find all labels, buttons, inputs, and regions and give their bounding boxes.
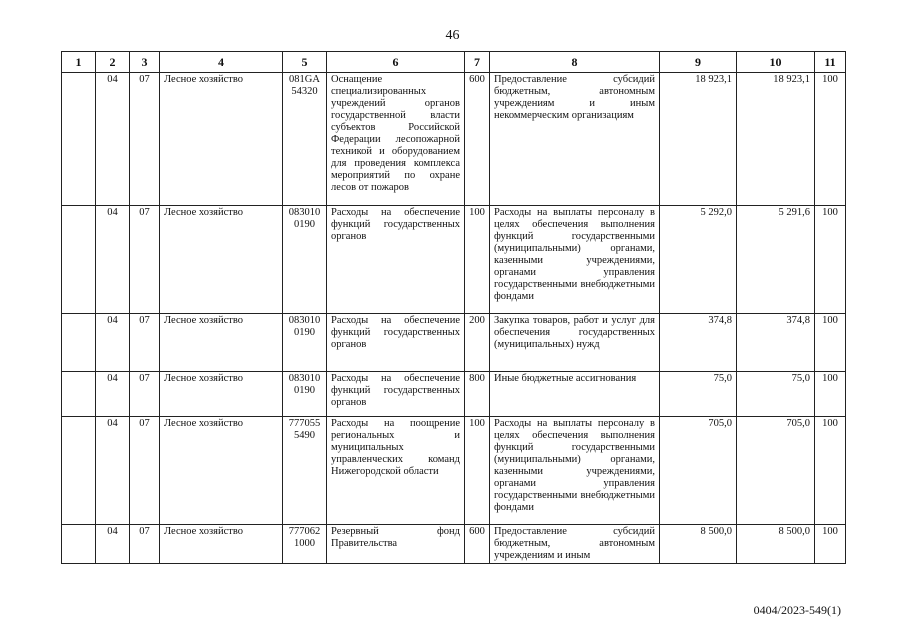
cell-section: 04 <box>96 417 130 525</box>
cell-target-code: 777055 5490 <box>283 417 327 525</box>
cell-name: Лесное хозяйство <box>160 206 283 314</box>
cell-subsection: 07 <box>130 314 160 372</box>
column-header-4: 4 <box>160 52 283 73</box>
cell-percent: 100 <box>815 73 846 206</box>
cell-planned: 374,8 <box>660 314 737 372</box>
cell-col1 <box>62 525 96 564</box>
cell-subsection: 07 <box>130 525 160 564</box>
cell-expense-code: 100 <box>465 417 490 525</box>
cell-target-code: 083010 0190 <box>283 314 327 372</box>
cell-col1 <box>62 73 96 206</box>
cell-col1 <box>62 372 96 417</box>
cell-expense-name: Предоставление субсидий бюджетным, автономным учреждениям и иным <box>490 525 660 564</box>
cell-expense-code: 800 <box>465 372 490 417</box>
cell-subsection: 07 <box>130 73 160 206</box>
cell-section: 04 <box>96 525 130 564</box>
cell-target-name: Расходы на поощрение региональных и муниципальных управленческих команд Нижегородской области <box>327 417 465 525</box>
column-header-9: 9 <box>660 52 737 73</box>
cell-section: 04 <box>96 73 130 206</box>
table-row <box>62 73 846 206</box>
cell-section: 04 <box>96 314 130 372</box>
page-number: 46 <box>445 28 460 43</box>
cell-percent: 100 <box>815 525 846 564</box>
cell-name: Лесное хозяйство <box>160 525 283 564</box>
column-header-7: 7 <box>465 52 490 73</box>
cell-expense-code: 600 <box>465 525 490 564</box>
cell-expense-name: Иные бюджетные ассигнования <box>490 372 660 417</box>
cell-planned: 75,0 <box>660 372 737 417</box>
cell-target-name: Резервный фонд Правительства <box>327 525 465 564</box>
cell-expense-name: Предоставление субсидий бюджетным, автономным учреждениям и иным некоммерческим организациям <box>490 73 660 206</box>
cell-executed: 374,8 <box>737 314 815 372</box>
cell-executed: 18 923,1 <box>737 73 815 206</box>
cell-target-code: 081GA 54320 <box>283 73 327 206</box>
cell-subsection: 07 <box>130 206 160 314</box>
column-header-8: 8 <box>490 52 660 73</box>
cell-expense-code: 600 <box>465 73 490 206</box>
cell-expense-name: Закупка товаров, работ и услуг для обеспечения государственных (муниципальных) нужд <box>490 314 660 372</box>
cell-section: 04 <box>96 206 130 314</box>
cell-target-code: 083010 0190 <box>283 206 327 314</box>
column-header-10: 10 <box>737 52 815 73</box>
document-code: 0404/2023-549(1) <box>753 603 841 617</box>
cell-target-name: Расходы на обеспечение функций государственных органов <box>327 206 465 314</box>
cell-planned: 705,0 <box>660 417 737 525</box>
cell-percent: 100 <box>815 372 846 417</box>
cell-subsection: 07 <box>130 372 160 417</box>
cell-subsection: 07 <box>130 417 160 525</box>
cell-percent: 100 <box>815 206 846 314</box>
table-row <box>62 206 846 314</box>
cell-col1 <box>62 417 96 525</box>
column-header-2: 2 <box>96 52 130 73</box>
cell-target-name: Расходы на обеспечение функций государственных органов <box>327 314 465 372</box>
cell-percent: 100 <box>815 417 846 525</box>
cell-executed: 705,0 <box>737 417 815 525</box>
cell-planned: 8 500,0 <box>660 525 737 564</box>
cell-planned: 18 923,1 <box>660 73 737 206</box>
cell-target-name: Оснащение специализированных учреждений органов государственной власти субъектов Российской Федерации лесопожарной техникой и оборудованием для проведения комплекса мероприятий по охране лесов от пожаров <box>327 73 465 206</box>
cell-executed: 75,0 <box>737 372 815 417</box>
column-header-6: 6 <box>327 52 465 73</box>
table-row <box>62 525 846 564</box>
table-row <box>62 417 846 525</box>
cell-section: 04 <box>96 372 130 417</box>
cell-target-code: 777062 1000 <box>283 525 327 564</box>
cell-percent: 100 <box>815 314 846 372</box>
cell-executed: 8 500,0 <box>737 525 815 564</box>
cell-target-name: Расходы на обеспечение функций государственных органов <box>327 372 465 417</box>
cell-name: Лесное хозяйство <box>160 417 283 525</box>
cell-expense-code: 200 <box>465 314 490 372</box>
cell-expense-name: Расходы на выплаты персоналу в целях обеспечения выполнения функций государственными (муниципальными) органами, казенными учреждениями, органами управления государственными внебюджетными фондами <box>490 206 660 314</box>
cell-col1 <box>62 206 96 314</box>
cell-name: Лесное хозяйство <box>160 314 283 372</box>
budget-table <box>61 51 846 564</box>
cell-col1 <box>62 314 96 372</box>
column-header-11: 11 <box>815 52 846 73</box>
table-row <box>62 314 846 372</box>
column-header-5: 5 <box>283 52 327 73</box>
cell-planned: 5 292,0 <box>660 206 737 314</box>
cell-executed: 5 291,6 <box>737 206 815 314</box>
cell-name: Лесное хозяйство <box>160 73 283 206</box>
table-row <box>62 372 846 417</box>
header-row <box>62 52 846 73</box>
column-header-3: 3 <box>130 52 160 73</box>
cell-expense-code: 100 <box>465 206 490 314</box>
column-header-1: 1 <box>62 52 96 73</box>
cell-target-code: 083010 0190 <box>283 372 327 417</box>
cell-expense-name: Расходы на выплаты персоналу в целях обеспечения выполнения функций государственными (муниципальными) органами, казенными учреждениями, органами управления государственными внебюджетными фондами <box>490 417 660 525</box>
cell-name: Лесное хозяйство <box>160 372 283 417</box>
